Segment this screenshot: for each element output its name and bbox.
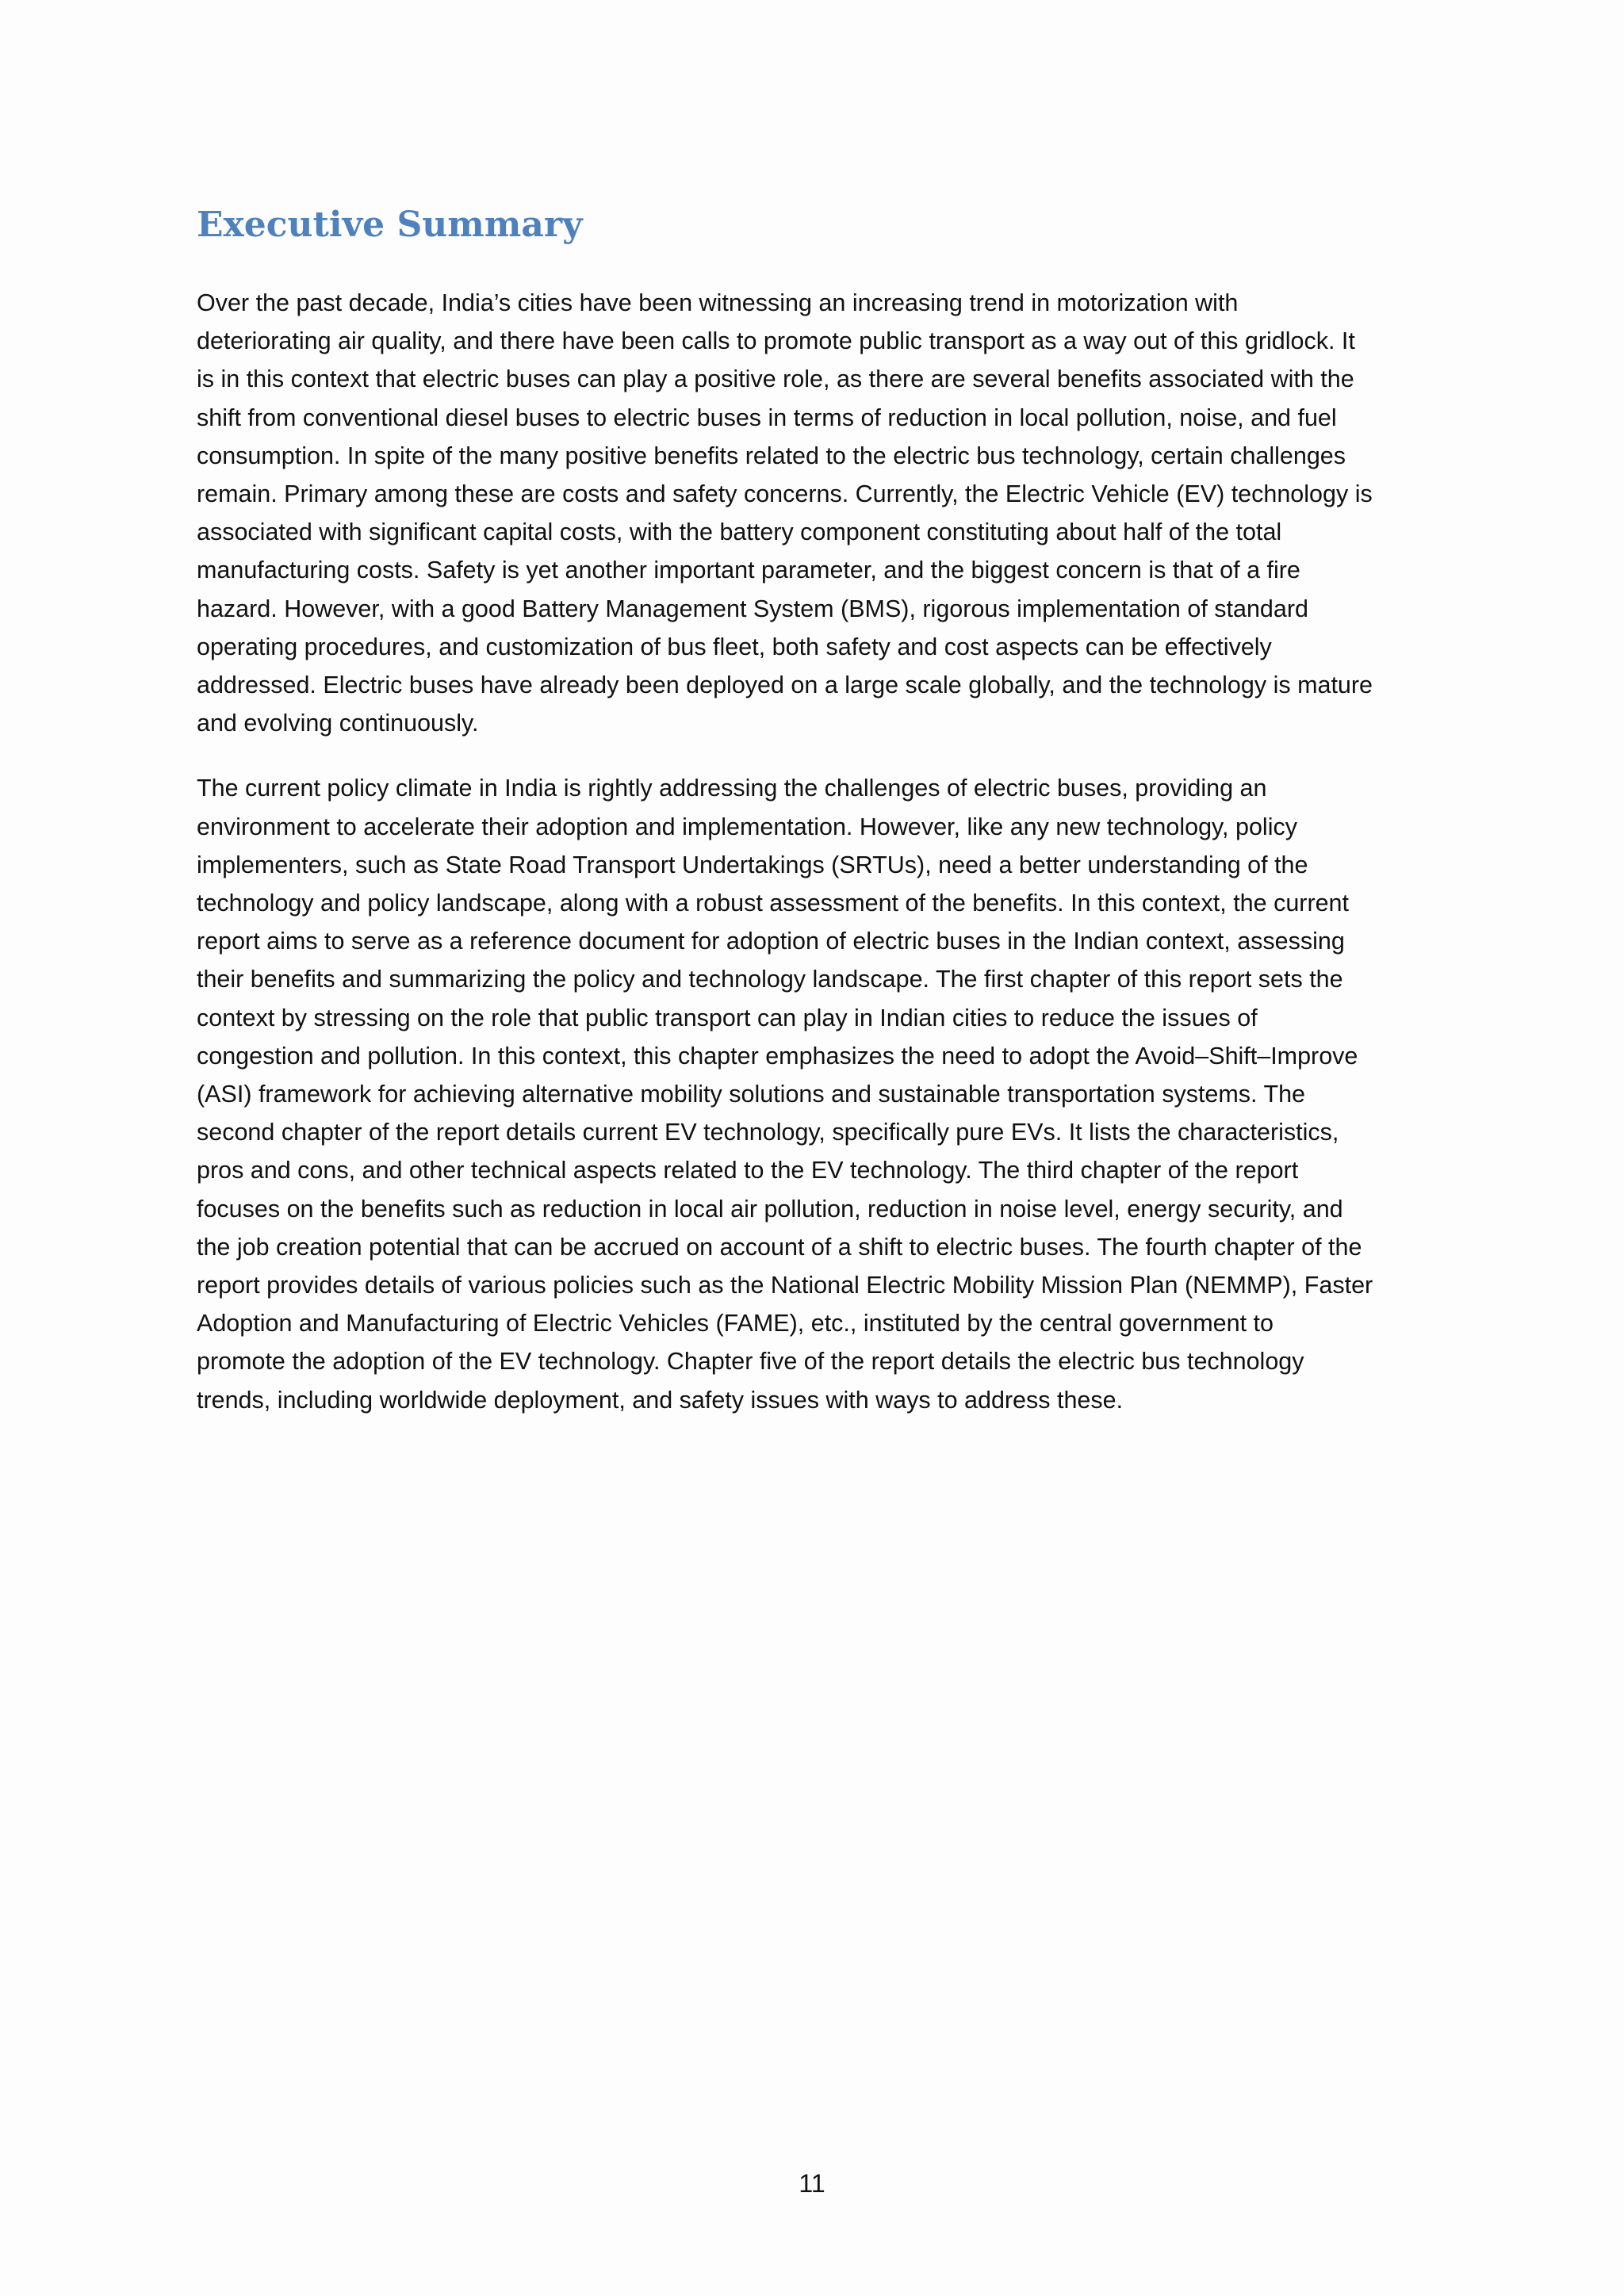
text-line: The current policy climate in India is rightly addressing the challenges of electric buses, providing an [197,775,1267,802]
text-line: consumption. In spite of the many positive benefits related to the electric bus technology, certain challenges [197,442,1346,469]
text-line: their benefits and summarizing the policy and technology landscape. The first chapter of this report sets the [197,966,1343,993]
text-line: trends, including worldwide deployment, and safety issues with ways to address these. [197,1386,1124,1414]
text-line: environment to accelerate their adoption and implementation. However, like any new technology, policy [197,813,1297,840]
text-line: addressed. Electric buses have already been deployed on a large scale globally, and the technology is mature [197,672,1373,699]
text-line: implementers, such as State Road Transport Undertakings (SRTUs), need a better understanding of the [197,851,1308,878]
body-text [197,284,1430,1446]
text-line: (ASI) framework for achieving alternative mobility solutions and sustainable transportation systems. The [197,1081,1305,1108]
text-line: operating procedures, and customization of bus fleet, both safety and cost aspects can be effectively [197,633,1272,660]
text-line: remain. Primary among these are costs and safety concerns. Currently, the Electric Vehicle (EV) technology is [197,480,1373,508]
text-line: deteriorating air quality, and there have been calls to promote public transport as a way out of this gridlock. It [197,327,1355,355]
text-line: associated with significant capital costs, with the battery component constituting about half of the total [197,519,1282,546]
text-line: context by stressing on the role that public transport can play in Indian cities to reduce the issues of [197,1004,1258,1031]
text-line: technology and policy landscape, along with a robust assessment of the benefits. In this context, the current [197,890,1349,917]
page-title: Executive Summary [197,205,583,245]
text-line: and evolving continuously. [197,710,479,737]
text-line: focuses on the benefits such as reduction in local air pollution, reduction in noise level, energy security, and [197,1195,1343,1223]
text-line: the job creation potential that can be accrued on account of a shift to electric buses. The fourth chapter of the [197,1233,1362,1261]
text-line: report aims to serve as a reference document for adoption of electric buses in the Indian context, assessing [197,928,1345,955]
paragraph [197,769,1430,1418]
text-line: Adoption and Manufacturing of Electric Vehicles (FAME), etc., instituted by the central government to [197,1310,1274,1337]
text-line: hazard. However, with a good Battery Management System (BMS), rigorous implementation of standard [197,595,1308,622]
paragraph [197,284,1430,742]
page-number: 11 [799,2169,825,2198]
text-line: is in this context that electric buses can play a positive role, as there are several benefits associated with the [197,365,1354,393]
text-line: manufacturing costs. Safety is yet another important parameter, and the biggest concern is that of a fire [197,557,1300,584]
text-line: congestion and pollution. In this context, this chapter emphasizes the need to adopt the Avoid–Shift–Improve [197,1042,1358,1070]
text-line: second chapter of the report details current EV technology, specifically pure EVs. It lists the characteristics, [197,1119,1339,1146]
text-line: shift from conventional diesel buses to electric buses in terms of reduction in local pollution, noise, and fuel [197,404,1337,431]
text-line: promote the adoption of the EV technology. Chapter five of the report details the electric bus technology [197,1348,1304,1376]
text-line: report provides details of various policies such as the National Electric Mobility Mission Plan (NEMMP), Faster [197,1272,1373,1299]
text-line: Over the past decade, India’s cities have been witnessing an increasing trend in motorization with [197,289,1239,316]
text-line: pros and cons, and other technical aspects related to the EV technology. The third chapter of the report [197,1157,1299,1184]
